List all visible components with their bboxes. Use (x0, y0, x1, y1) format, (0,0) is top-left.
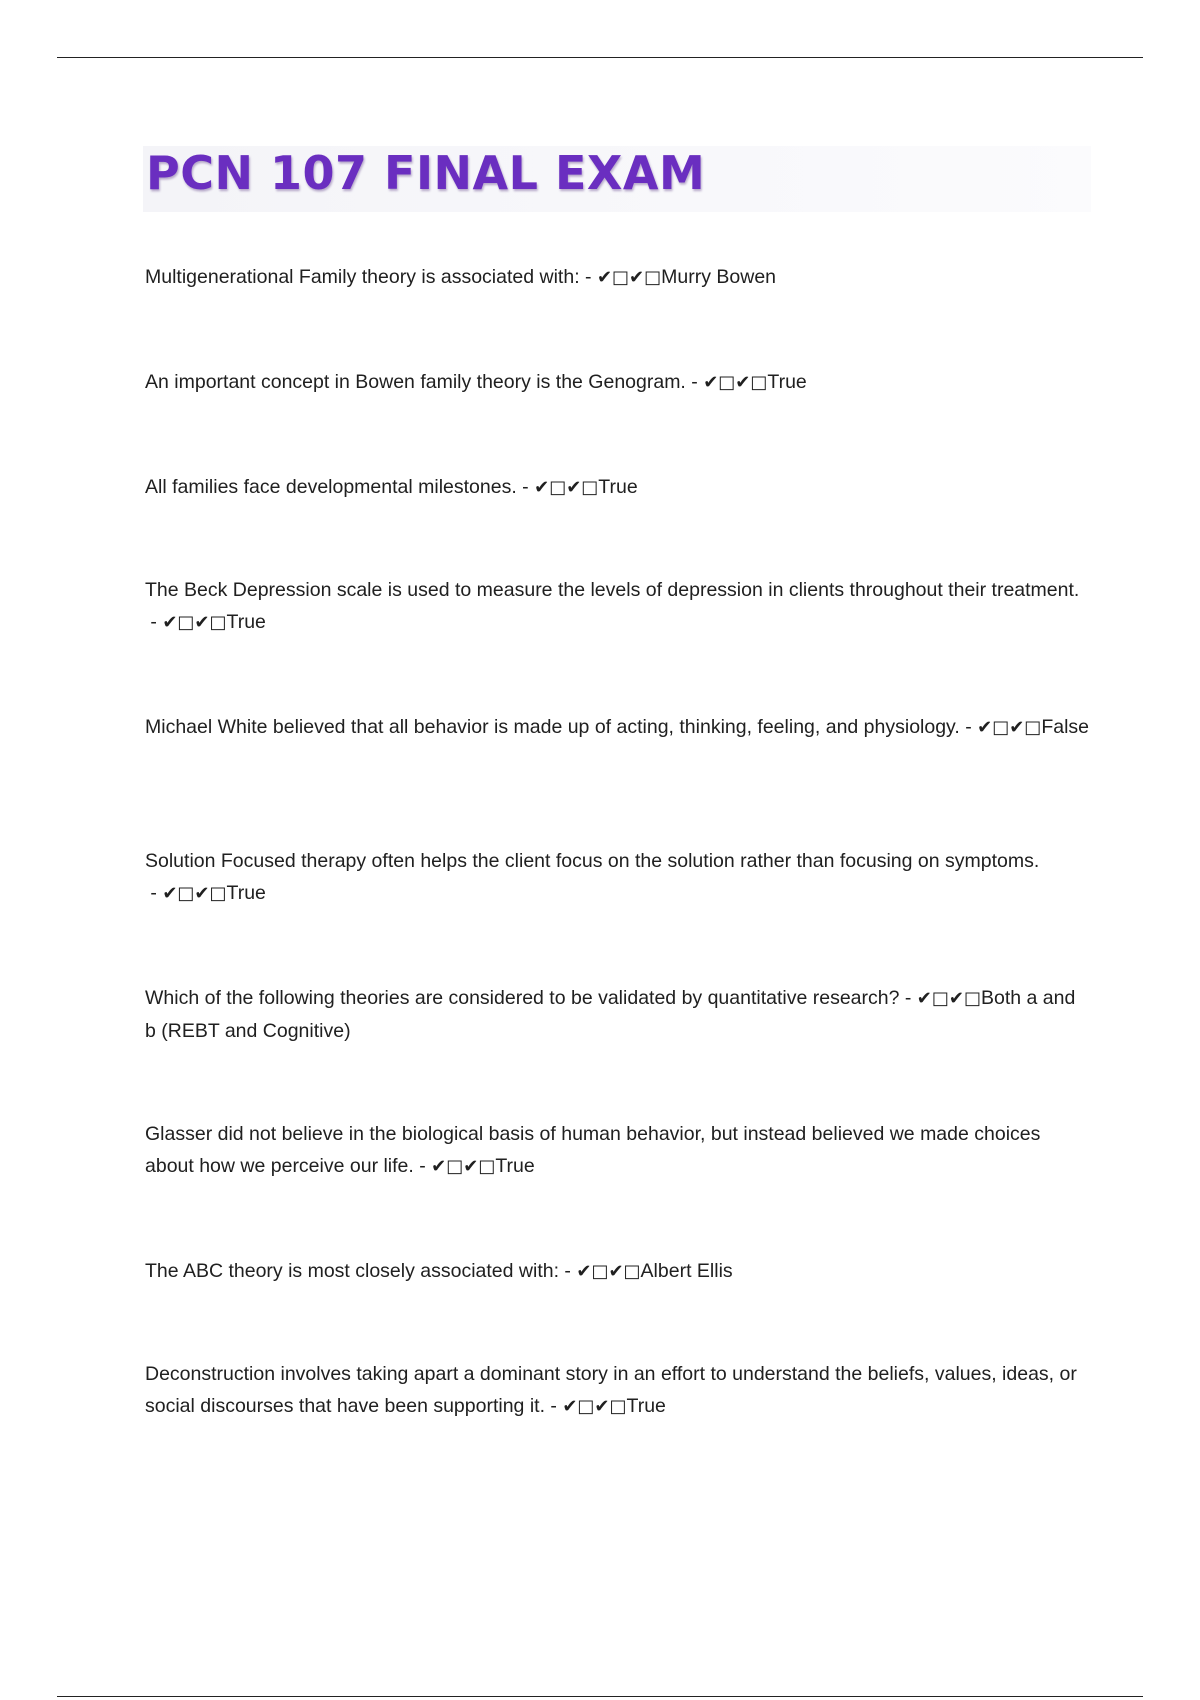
top-rule (57, 57, 1143, 58)
checkmark-icon: ✔□✔□ (162, 612, 227, 633)
answer-text: True (495, 1155, 535, 1177)
question-text: Glasser did not believe in the biological basis of human behavior, but instead believed we made choices about how we perceive our life. (145, 1123, 1041, 1177)
separator: - (516, 476, 535, 498)
checkmark-icon: ✔□✔□ (534, 477, 599, 498)
question-text: The ABC theory is most closely associated with: (145, 1260, 560, 1282)
question-text: The Beck Depression scale is used to measure the levels of depression in clients throughout their treatment. (145, 579, 1080, 601)
separator: - (545, 1395, 563, 1417)
checkmark-icon: ✔□✔□ (977, 717, 1042, 738)
answer-text: True (226, 611, 266, 633)
question-text: Michael White believed that all behavior is made up of acting, thinking, feeling, and physiology. (145, 716, 960, 738)
checkmark-icon: ✔□✔□ (162, 883, 227, 904)
separator: - (579, 266, 597, 288)
separator: - (145, 882, 163, 904)
separator: - (559, 1260, 577, 1282)
answer-text: Murry Bowen (661, 266, 777, 288)
qa-item (145, 366, 1090, 399)
qa-item (145, 471, 1090, 504)
checkmark-icon: ✔□✔□ (562, 1396, 627, 1417)
question-text: Solution Focused therapy often helps the client focus on the solution rather than focusing on symptoms. (145, 850, 1040, 872)
checkmark-icon: ✔□✔□ (703, 372, 768, 393)
answer-text: True (767, 371, 807, 393)
checkmark-icon: ✔□✔□ (431, 1156, 496, 1177)
qa-item (145, 1358, 1090, 1423)
checkmark-icon: ✔□✔□ (596, 267, 662, 288)
qa-item (145, 711, 1090, 744)
separator: - (959, 716, 978, 738)
separator: - (899, 987, 917, 1009)
question-text: An important concept in Bowen family theory is the Genogram. (145, 371, 686, 393)
answer-text: True (226, 882, 266, 904)
question-text: All families face developmental milestones. (145, 476, 517, 498)
separator: - (413, 1155, 432, 1177)
qa-item (145, 574, 1090, 639)
qa-item (145, 261, 1090, 294)
qa-item (145, 1118, 1090, 1183)
bottom-rule (57, 1696, 1143, 1697)
answer-text: Albert Ellis (640, 1260, 733, 1282)
document-title: PCN 107 FINAL EXAM (146, 146, 706, 200)
checkmark-icon: ✔□✔□ (576, 1261, 641, 1282)
qa-item (145, 982, 1090, 1047)
qa-item (145, 845, 1090, 910)
question-text: Which of the following theories are considered to be validated by quantitative research? (145, 987, 900, 1009)
answer-text: False (1041, 716, 1090, 738)
question-text: Multigenerational Family theory is associated with: (145, 266, 580, 288)
answer-text: Both a and b (REBT and Cognitive) (145, 987, 1076, 1042)
answer-text: True (598, 476, 638, 498)
checkmark-icon: ✔□✔□ (916, 988, 981, 1009)
qa-item (145, 1255, 1090, 1288)
question-text: Deconstruction involves taking apart a dominant story in an effort to understand the beliefs, values, ideas, or social discourses that have been supporting it. (145, 1363, 1077, 1417)
answer-text: True (626, 1395, 666, 1417)
separator: - (685, 371, 704, 393)
separator: - (145, 611, 163, 633)
